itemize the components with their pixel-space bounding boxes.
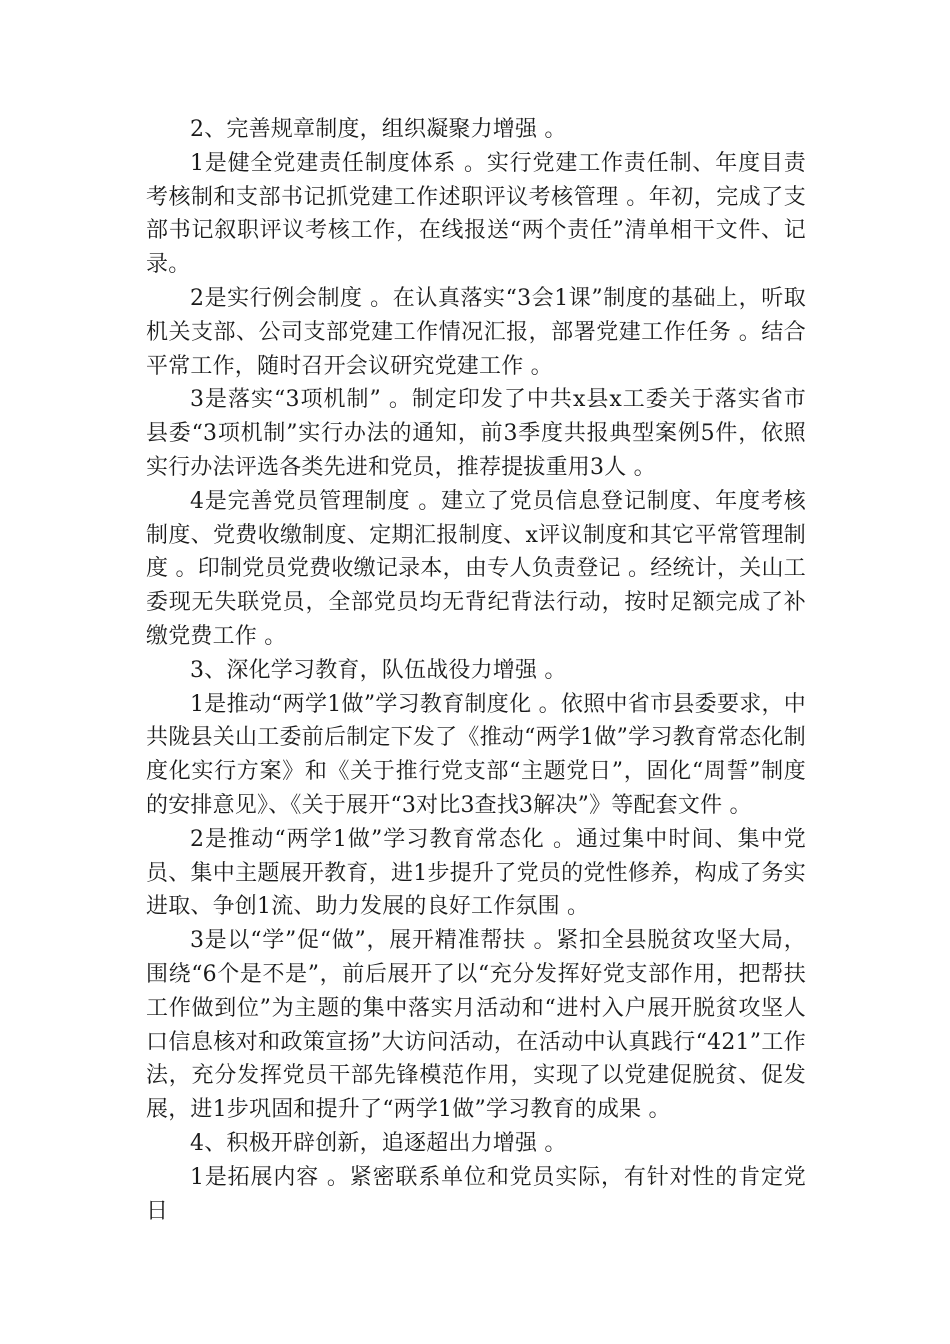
document-body [146, 113, 806, 1228]
paragraph-item-1: 1是推动“两学1做”学习教育制度化 。依照中省市县委要求，中共陇县关山工委前后制定下发了《推动“两学1做”学习教育常态化制度化实行方案》和《关于推行党支部“主题党日”，固化“周誓”制度的安排意见》、《关于展开“3对比3查找3解决”》等配套文件 。 [146, 691, 806, 818]
paragraph-item-1: 1是拓展内容 。紧密联系单位和党员实际，有针对性的肯定党日 [146, 1164, 806, 1224]
paragraph-item-3: 3是落实“3项机制” 。制定印发了中共x县x工委关于落实省市县委“3项机制”实行办法的通知，前3季度共报典型案例5件，依照实行办法评选各类先进和党员，推荐提拔重用3人 。 [146, 387, 806, 480]
paragraph-item-2: 2是实行例会制度 。在认真落实“3会1课”制度的基础上，听取机关支部、公司支部党建工作情况汇报，部署党建工作任务 。结合平常工作，随时召开会议研究党建工作 。 [146, 285, 806, 379]
paragraph-item-2: 2是推动“两学1做”学习教育常态化 。通过集中时间、集中党员、集中主题展开教育，进1步提升了党员的党性修养，构成了务实进取、争创1流、助力发展的良好工作氛围 。 [146, 826, 806, 920]
section-heading-3: 3、深化学习教育，队伍战役力增强 。 [190, 657, 567, 683]
paragraph-item-4: 4是完善党员管理制度 。建立了党员信息登记制度、年度考核制度、党费收缴制度、定期汇报制度、x评议制度和其它平常管理制度 。印制党员党费收缴记录本，由专人负责登记 。经统计，关山工委现无失联党员，全部党员均无背纪背法行动，按时足额完成了补缴党费工作 。 [146, 488, 806, 649]
section-heading-4: 4、积极开辟创新，追逐超出力增强 。 [190, 1130, 567, 1156]
section-heading-2: 2、完善规章制度，组织凝聚力增强 。 [190, 117, 567, 142]
paragraph-item-1: 1是健全党建责任制度体系 。实行党建工作责任制、年度目责考核制和支部书记抓党建工作述职评议考核管理 。年初，完成了支部书记叙职评议考核工作，在线报送“两个责任”清单相干文件、记录。 [146, 150, 806, 278]
paragraph-item-3: 3是以“学”促“做”，展开精准帮扶 。紧扣全县脱贫攻坚大局，围绕“6个是不是”，前后展开了以“充分发挥好党支部作用，把帮扶工作做到位”为主题的集中落实月活动和“进村入户展开脱贫攻坚人口信息核对和政策宣扬”大访问活动，在活动中认真践行“421”工作法，充分发挥党员干部先锋模范作用，实现了以党建促脱贫、促发展，进1步巩固和提升了“两学1做”学习教育的成果 。 [146, 928, 806, 1123]
